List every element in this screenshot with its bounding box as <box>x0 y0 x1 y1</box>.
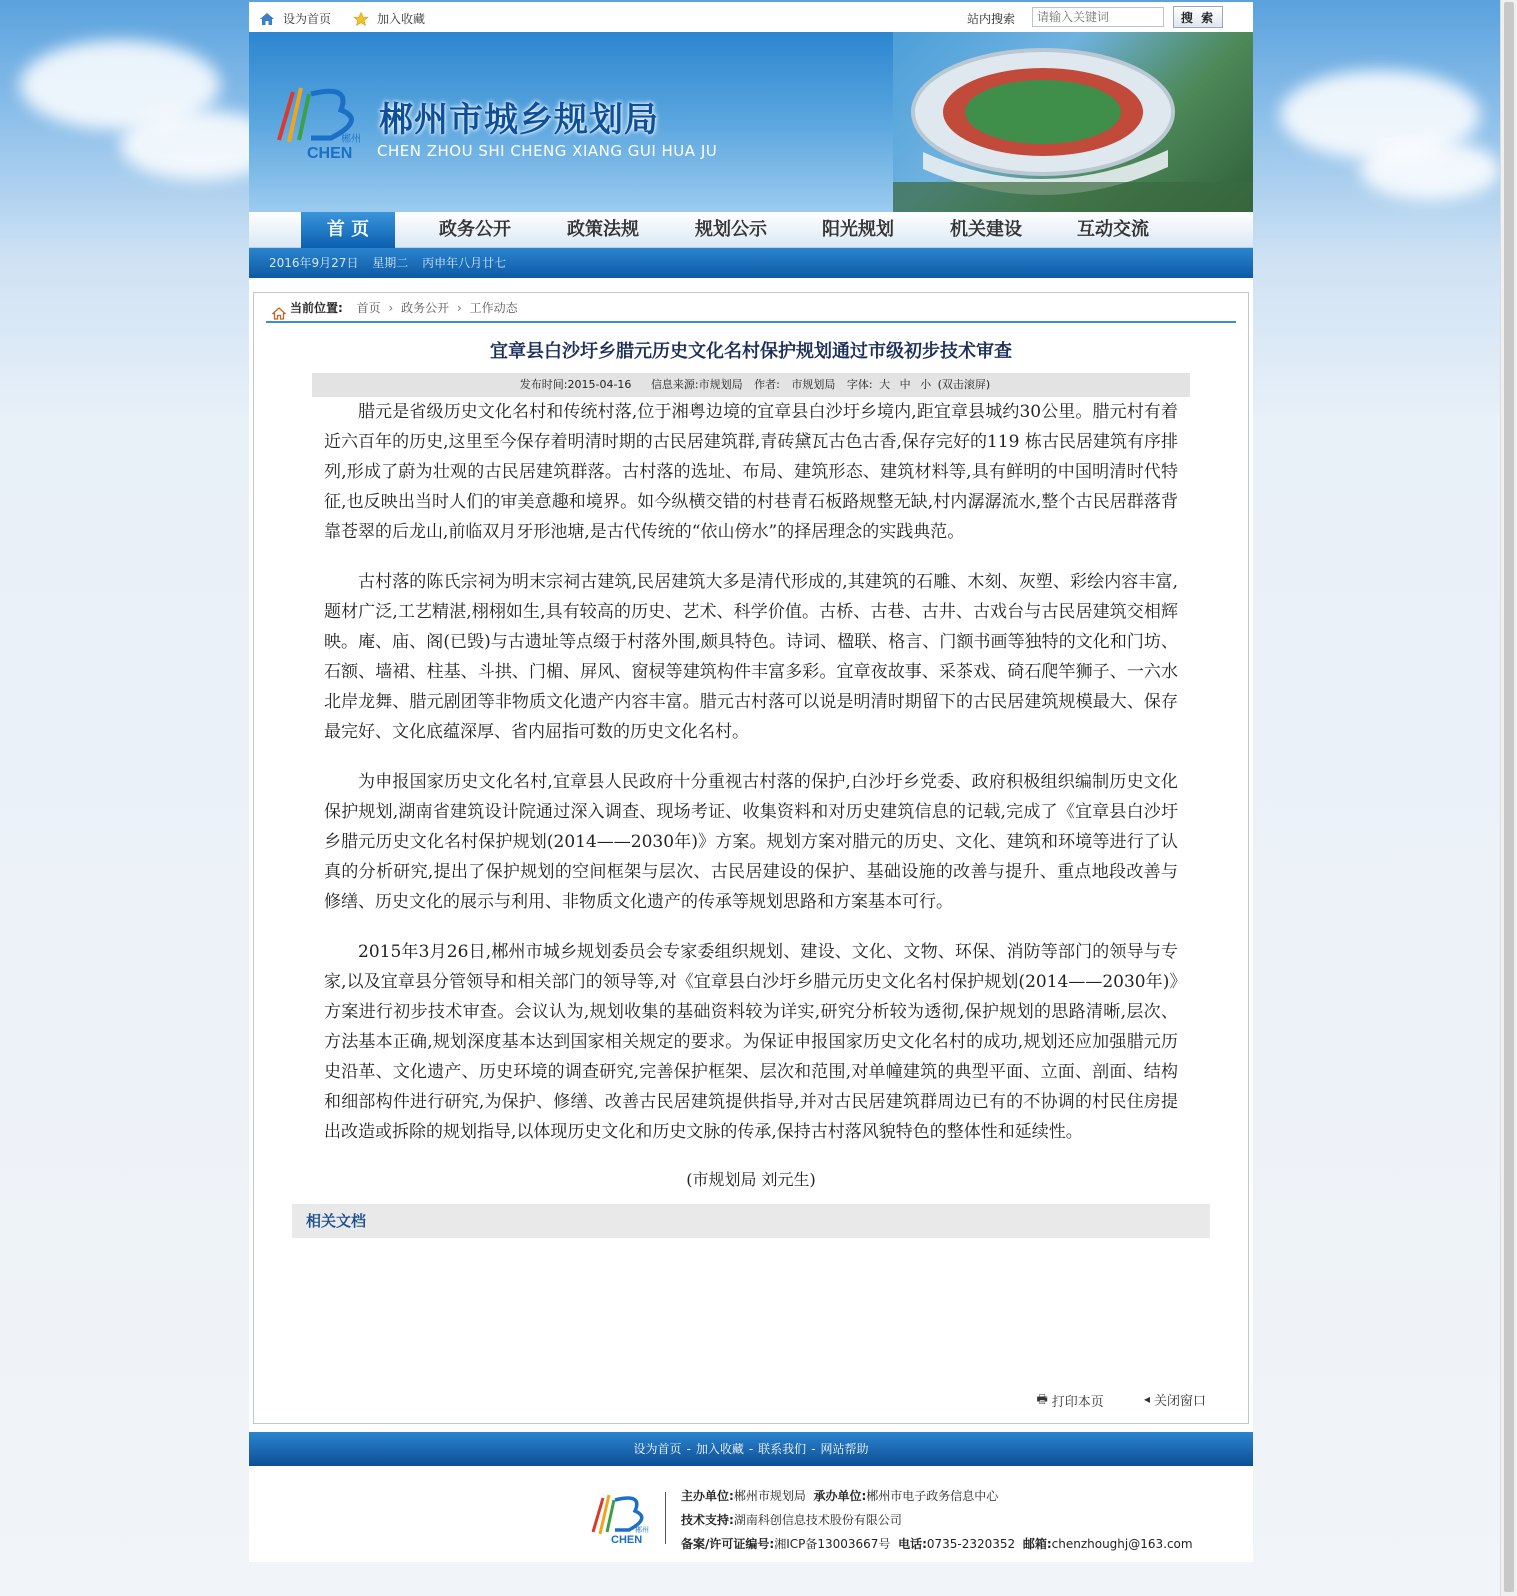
info-source: 信息来源:市规划局 <box>650 378 743 391</box>
nav-planning-notices[interactable]: 规划公示 <box>695 219 767 240</box>
author: 市规划局 <box>791 378 836 391</box>
page-scrollbar[interactable] <box>1500 0 1517 1596</box>
footer-set-home-link[interactable]: 设为首页 <box>633 1442 682 1456</box>
header-banner <box>249 32 1253 212</box>
star-icon <box>353 12 369 26</box>
add-favorite-link[interactable]: 加入收藏 <box>353 10 425 27</box>
article-meta <box>312 373 1190 397</box>
page-wrapper <box>249 2 1253 1562</box>
related-documents-header: 相关文档 <box>292 1204 1210 1238</box>
article-signature: (市规划局 刘元生) <box>686 1170 816 1189</box>
breadcrumb-home-icon <box>272 301 286 331</box>
footer-divider <box>665 1492 666 1544</box>
font-size-small-button[interactable]: 小 <box>920 378 932 391</box>
arrow-left-icon: ◂ <box>1143 1392 1150 1406</box>
site-title: 郴州市城乡规划局 <box>379 100 659 140</box>
breadcrumb-separator-icon: › <box>388 301 394 315</box>
nav-sunshine-planning[interactable]: 阳光规划 <box>822 219 894 240</box>
current-weekday: 星期二 <box>372 256 409 270</box>
nav-policies[interactable]: 政策法规 <box>567 219 639 240</box>
nav-government-affairs[interactable]: 政务公开 <box>439 219 511 240</box>
article-container <box>253 292 1249 1424</box>
breadcrumb-work-news[interactable]: 工作动态 <box>469 301 518 315</box>
breadcrumb-home[interactable]: 首页 <box>356 301 381 315</box>
nav-organization[interactable]: 机关建设 <box>950 219 1022 240</box>
footer-contact-link[interactable]: 联系我们 <box>758 1442 807 1456</box>
article-body <box>324 397 1178 1147</box>
stadium-image <box>893 32 1253 212</box>
footer-add-favorite-link[interactable]: 加入收藏 <box>695 1442 744 1456</box>
publish-time: 发布时间:2015-04-16 <box>519 378 632 391</box>
footer <box>249 1466 1253 1562</box>
breadcrumb-label: 当前位置: <box>290 301 343 315</box>
scrollbar-thumb[interactable] <box>1504 2 1514 1592</box>
scroll-hint: (双击滚屏) <box>937 378 991 391</box>
search-input[interactable] <box>1032 7 1164 27</box>
main-nav <box>249 212 1253 248</box>
footer-icp-line: 备案/许可证编号:湘ICP备13003667号 电话:0735-2320352 邮箱:chenzhoughj@163.com <box>681 1537 1193 1551</box>
print-page-button[interactable]: 🖶 打印本页 <box>1036 1392 1104 1410</box>
svg-text:郴州: 郴州 <box>635 1526 649 1534</box>
close-window-button[interactable]: ◂ 关闭窗口 <box>1143 1392 1206 1409</box>
svg-text:郴州: 郴州 <box>341 134 361 145</box>
footer-help-link[interactable]: 网站帮助 <box>820 1442 869 1456</box>
search-button[interactable]: 搜 索 <box>1173 6 1223 28</box>
site-title-english: CHEN ZHOU SHI CHENG XIANG GUI HUA JU <box>377 142 718 160</box>
author-label: 作者: <box>754 378 780 391</box>
bureau-logo <box>271 80 371 164</box>
nav-home[interactable]: 首 页 <box>301 212 395 248</box>
top-bar <box>249 2 1253 32</box>
home-icon <box>259 12 275 26</box>
spacer <box>249 1424 1253 1432</box>
footer-host-line: 主办单位:郴州市规划局 承办单位:郴州市电子政务信息中心 <box>681 1489 999 1503</box>
article-paragraph: 古村落的陈氏宗祠为明末宗祠古建筑,民居建筑大多是清代形成的,其建筑的石雕、木刻、灰塑、彩绘内容丰富,题材广泛,工艺精湛,栩栩如生,具有较高的历史、艺术、科学价值。古桥、古巷、古井、古戏台与古民居建筑交相辉映。庵、庙、阁(已毁)与古遗址等点缀于村落外围,颇具特色。诗词、楹联、格言、门额书画等独特的文化和门坊、石额、墙裙、柱基、斗拱、门楣、屏风、窗棂等建筑构件丰富多彩。宜章夜故事、采茶戏、碕石爬竿狮子、一六水北岸龙舞、腊元剧团等非物质文化遗产内容丰富。腊元古村落可以说是明清时期留下的古民居建筑规模最大、保存最完好、文化底蕴深厚、省内屈指可数的历史文化名村。 <box>324 572 1178 742</box>
article-paragraph: 2015年3月26日,郴州市城乡规划委员会专家委组织规划、建设、文化、文物、环保、消防等部门的领导与专家,以及宜章县分管领导和相关部门的领导等,对《宜章县白沙圩乡腊元历史文化名村保护规划(2014——2030年)》方案进行初步技术审查。会议认为,规划收集的基础资料较为详实,研究分析较为透彻,保护规划的思路清晰,层次、方法基本正确,规划深度基本达到国家相关规定的要求。为保证申报国家历史文化名村的成功,规划还应加强腊元历史沿革、文化遗产、历史环境的调查研究,完善保护框架、层次和范围,对单幢建筑的典型平面、立面、剖面、结构和细部构件进行研究,为保护、修缮、改善古民居建筑提供指导,并对古民居建筑群周边已有的不协调的村民住房提出改造或拆除的规划指导,以体现历史文化和历史文脉的传承,保持古村落风貌特色的整体性和延续性。 <box>324 942 1178 1142</box>
footer-info <box>681 1484 1193 1556</box>
spacer <box>249 278 1253 292</box>
svg-text:CHEN: CHEN <box>611 1534 643 1544</box>
svg-text:CHEN: CHEN <box>307 145 353 160</box>
breadcrumb-government-affairs[interactable]: 政务公开 <box>401 301 450 315</box>
background-cloud <box>1360 140 1500 200</box>
footer-logo <box>589 1490 653 1547</box>
current-date: 2016年9月27日 <box>269 256 359 270</box>
search-label: 站内搜索 <box>967 12 1016 26</box>
font-size-large-button[interactable]: 大 <box>879 378 891 391</box>
article-actions <box>1000 1390 1206 1412</box>
date-bar <box>249 248 1253 278</box>
font-size-label: 字体: <box>846 378 873 391</box>
footer-links: 设为首页 - 加入收藏 - 联系我们 - 网站帮助 <box>249 1432 1253 1466</box>
font-size-medium-button[interactable]: 中 <box>899 378 911 391</box>
article-paragraph: 为申报国家历史文化名村,宜章县人民政府十分重视古村落的保护,白沙圩乡党委、政府积极组织编制历史文化保护规划,湖南省建筑设计院通过深入调查、现场考证、收集资料和对历史建筑信息的记载,完成了《宜章县白沙圩乡腊元历史文化名村保护规划(2014——2030年)》方案。规划方案对腊元的历史、文化、建筑和环境等进行了认真的分析研究,提出了保护规划的空间框架与层次、古民居建设的保护、基础设施的改善与提升、重点地段改善与修缮、历史文化的展示与利用、非物质文化遗产的传承等规划思路和方案基本可行。 <box>324 772 1178 912</box>
article-paragraph: 腊元是省级历史文化名村和传统村落,位于湘粤边境的宜章县白沙圩乡境内,距宜章县城约30公里。腊元村有着近六百年的历史,这里至今保存着明清时期的古民居建筑群,青砖黛瓦古色古香,保存完好的119 栋古民居建筑有序排列,形成了蔚为壮观的古民居建筑群落。古村落的选址、布局、建筑形态、建筑材料等,具有鲜明的中国明清时代特征,也反映出当时人们的审美意趣和境界。如今纵横交错的村巷青石板路规整无缺,村内潺潺流水,整个古民居群落背靠苍翠的后龙山,前临双月牙形池塘,是古代传统的“依山傍水”的择居理念的实践典范。 <box>324 402 1178 542</box>
printer-icon: 🖶 <box>1036 1392 1048 1406</box>
article-title: 宜章县白沙圩乡腊元历史文化名村保护规划通过市级初步技术审查 <box>490 341 1012 362</box>
set-home-link[interactable]: 设为首页 <box>259 10 331 27</box>
footer-tech-line: 技术支持:湖南科创信息技术股份有限公司 <box>681 1513 902 1527</box>
breadcrumb-separator-icon: › <box>456 301 462 315</box>
lunar-date: 丙申年八月廿七 <box>422 256 507 270</box>
nav-interaction[interactable]: 互动交流 <box>1077 219 1149 240</box>
breadcrumb <box>266 293 1236 323</box>
